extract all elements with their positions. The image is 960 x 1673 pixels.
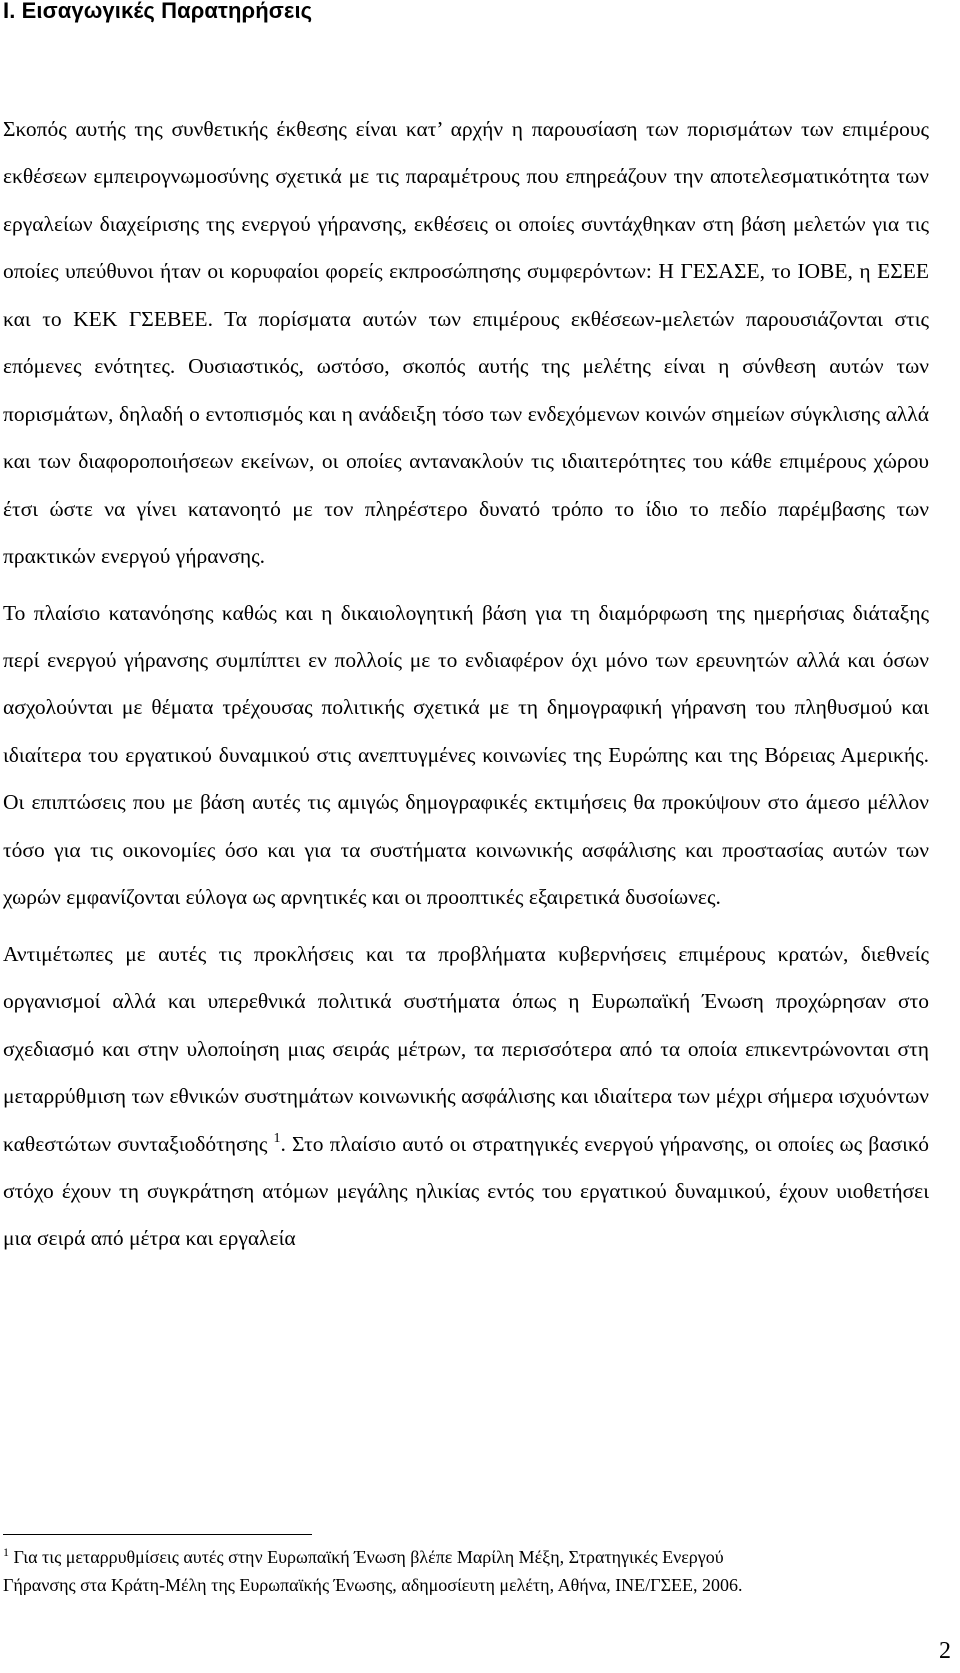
footnote-reference[interactable]: 1 [273,1130,281,1146]
paragraph-context: Το πλαίσιο κατανόησης καθώς και η δικαιολογητική βάση για τη διαμόρφωση της ημερήσιας διάταξης περί ενεργού γήρανσης συμπίπτει εν πολλοίς με το ενδιαφέρον όχι μόνο των ερευνητών αλλά και όσων ασχολούνται με θέματα τρέχουσας πολιτικής σχετικά με τη δημογραφική γήρανση του πληθυσμού και ιδιαίτερα του εργατικού δυναμικού στις ανεπτυγμένες κοινωνίες της Ευρώπης και της Βόρειας Αμερικής. Οι επιπτώσεις που με βάση αυτές τις αμιγώς δημογραφικές εκτιμήσεις θα προκύψουν στο άμεσο μέλλον τόσο για τις οικονομίες όσο και για τα συστήματα κοινωνικής ασφάλισης και προστασίας αυτών των χωρών εμφανίζονται εύλογα ως αρνητικές και οι προοπτικές εξαιρετικά δυσοίωνες. [3,600,929,910]
footnote-line-1: Για τις μεταρρυθμίσεις αυτές στην Ευρωπαϊκή Ένωση βλέπε Μαρίλη Μέξη, Στρατηγικές Ενεργού [9,1547,724,1567]
page-number: 2 [939,1638,951,1664]
body-text [3,106,929,1263]
footnote-number: 1 [3,1545,9,1559]
paragraph-purpose: Σκοπός αυτής της συνθετικής έκθεσης είναι κατ’ αρχήν η παρουσίαση των πορισμάτων των επιμέρους εκθέσεων εμπειρογνωμοσύνης σχετικά με τις παραμέτρους που επηρεάζουν την αποτελεσματικότητα των εργαλείων διαχείρισης της ενεργού γήρανσης, εκθέσεις οι οποίες συντάχθηκαν στη βάση μελετών για τις οποίες υπεύθυνοι ήταν οι κορυφαίοι φορείς εκπροσώπησης συμφερόντων: Η ΓΕΣΑΣΕ, το ΙΟΒΕ, η ΕΣΕΕ και το ΚΕΚ ΓΣΕΒΕΕ. Τα πορίσματα αυτών των επιμέρους εκθέσεων-μελετών παρουσιάζονται στις επόμενες ενότητες. Ουσιαστικός, ωστόσο, σκοπός αυτής της μελέτης είναι η σύνθεση αυτών των πορισμάτων, δηλαδή ο εντοπισμός και η ανάδειξη τόσο των ενδεχόμενων κοινών σημείων σύγκλισης αλλά και των διαφοροποιήσεων εκείνων, οι οποίες αντανακλούν τις ιδιαιτερότητες του κάθε επιμέρους χώρου έτσι ώστε να γίνει κατανοητό με τον πληρέστερο δυνατό τρόπο το ίδιο το πεδίο παρέμβασης των πρακτικών ενεργού γήρανσης. [3,117,929,569]
paragraph-policy-response [3,931,929,1263]
section-heading: I. Εισαγωγικές Παρατηρήσεις [3,0,313,23]
footnote-separator [3,1534,312,1535]
footnote-line-2: Γήρανσης στα Κράτη-Μέλη της Ευρωπαϊκής Ένωσης, αδημοσίευτη μελέτη, Αθήνα, ΙΝΕ/ΓΣΕΕ, 2006. [3,1575,743,1595]
paragraph-policy-text-after-ref: . Στο πλαίσιο αυτό οι στρατηγικές ενεργού γήρανσης, οι οποίες ως βασικό στόχο έχουν τη συγκράτηση ατόμων μεγάλης ηλικίας εντός του εργατικού δυναμικού, έχουν υιοθετήσει μια σειρά από μέτρα και εργαλεία [3,1131,929,1251]
footnote [3,1543,943,1599]
paragraph-policy-text-before-ref: Αντιμέτωπες με αυτές τις προκλήσεις και τα προβλήματα κυβερνήσεις επιμέρους κρατών, διεθνείς οργανισμοί αλλά και υπερεθνικά πολιτικά συστήματα όπως η Ευρωπαϊκή Ένωση προχώρησαν στο σχεδιασμό και στην υλοποίηση μιας σειράς μέτρων, τα περισσότερα από τα οποία επικεντρώνονται στη μεταρρύθμιση των εθνικών συστημάτων κοινωνικής ασφάλισης και ιδιαίτερα των μέχρι σήμερα ισχυόντων καθεστώτων συνταξιοδότησης [3,941,929,1156]
